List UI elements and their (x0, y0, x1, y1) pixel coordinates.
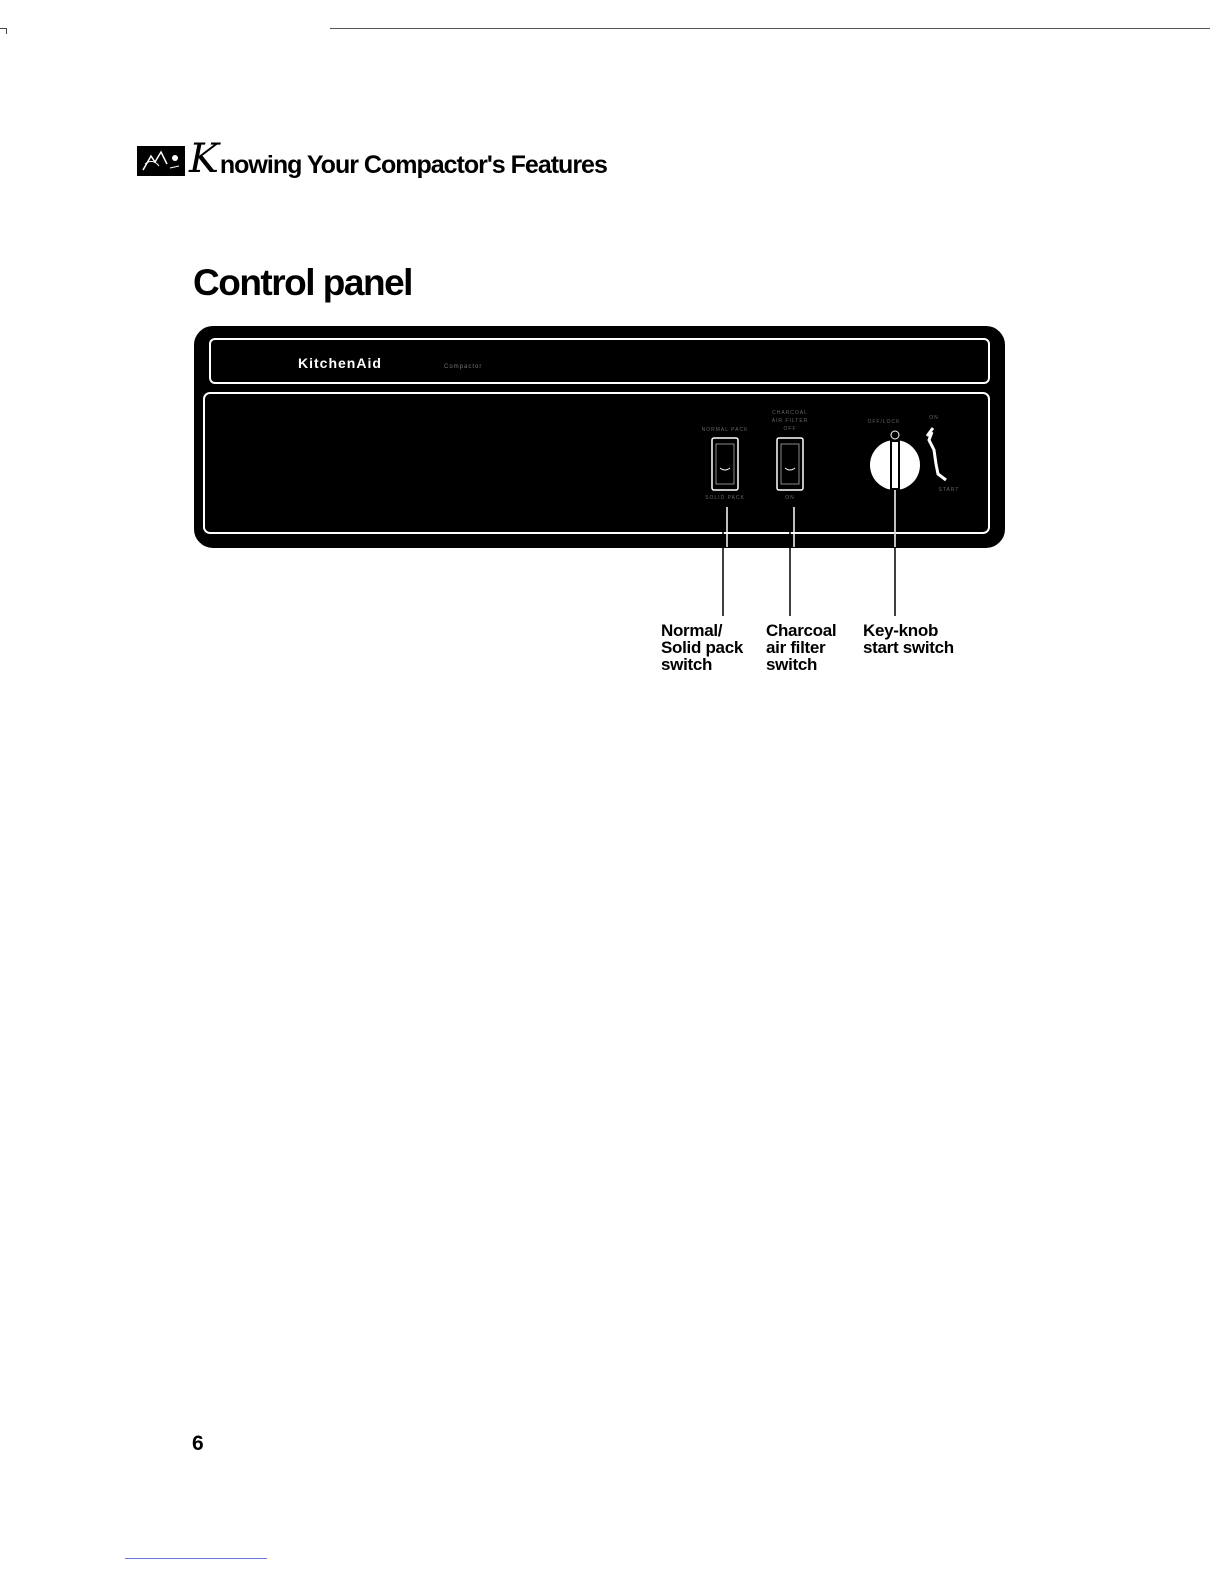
kitchenaid-emblem-icon (137, 146, 185, 176)
callout-line: switch (766, 655, 818, 674)
charcoal-label-off: OFF (783, 426, 797, 432)
charcoal-filter-switch-rocker (781, 444, 799, 484)
key-knob-grip (892, 442, 898, 488)
normal-solid-switch-rocker (716, 444, 734, 484)
callout-line: start switch (863, 638, 954, 657)
solid-pack-label: SOLID PACK (705, 495, 745, 501)
page-title: Control panel (193, 262, 412, 303)
callout-line: Charcoal (766, 621, 837, 640)
charcoal-label-on: ON (785, 495, 795, 501)
callout-line: air filter (766, 638, 826, 657)
scan-edge-mark-vertical (6, 28, 7, 34)
section-header (137, 136, 607, 186)
charcoal-label-line1: CHARCOAL (772, 410, 808, 416)
page-number: 6 (192, 1432, 204, 1455)
knob-start-label: START (938, 487, 960, 493)
section-title-initial: K (189, 136, 219, 182)
knob-off-lock-label: OFF/LOCK (867, 419, 901, 425)
knob-on-label: ON (929, 415, 939, 421)
section-title: nowing Your Compactor's Features (219, 150, 607, 179)
callout-line: switch (661, 655, 713, 674)
callout-line: Key-knob (863, 621, 939, 640)
callout-charcoal (766, 622, 836, 673)
callout-line: Normal/ (661, 621, 723, 640)
charcoal-label-line2: AIR FILTER (771, 418, 809, 424)
brand-logo: KitchenAid (298, 355, 382, 371)
callout-line: Solid pack (661, 638, 744, 657)
scan-top-rule (330, 28, 1210, 29)
normal-pack-label: NORMAL PACK (701, 427, 749, 433)
callout-normal-solid (661, 622, 743, 673)
callout-key-knob (863, 622, 954, 656)
brand-suffix: Compactor (444, 364, 483, 370)
footer-rule (125, 1558, 267, 1559)
